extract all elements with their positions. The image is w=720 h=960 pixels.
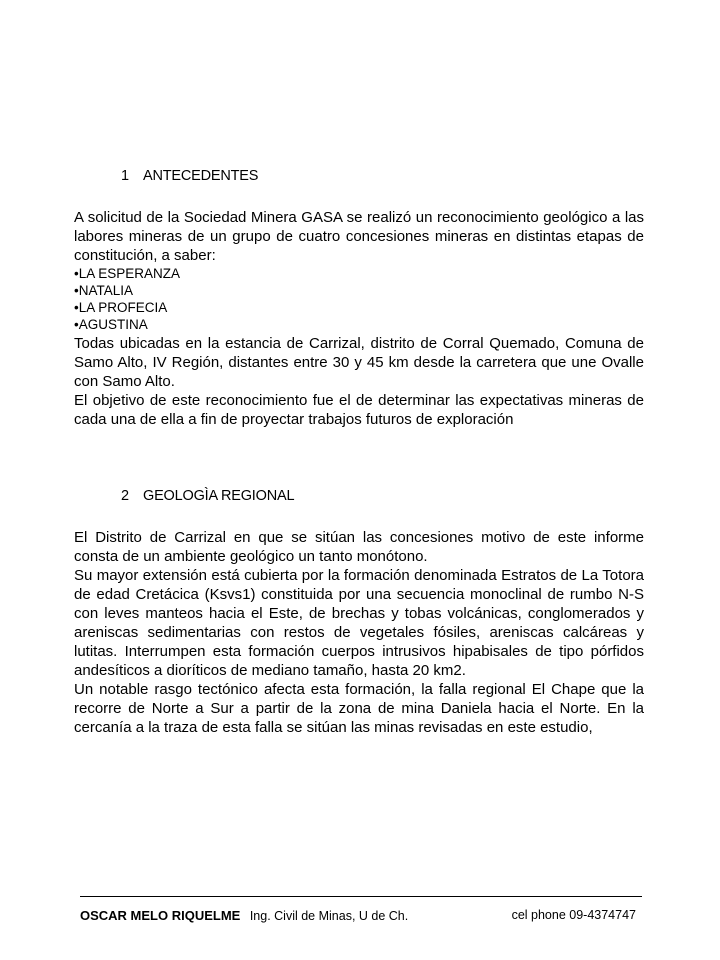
section-1-number: 1 <box>121 168 129 184</box>
list-item: • LA PROFECIA <box>74 299 644 316</box>
list-item: • AGUSTINA <box>74 316 644 333</box>
objective-paragraph: El objetivo de este reconocimiento fue el de determinar las expectativas mineras de cada una de ella a fin de proyectar trabajos futuros de exploración <box>74 392 644 428</box>
section-2-number: 2 <box>121 488 129 504</box>
section-1-intro <box>74 208 644 265</box>
footer-author: OSCAR MELO RIQUELME <box>80 908 241 923</box>
footer-divider <box>80 896 642 897</box>
list-item: • LA ESPERANZA <box>74 265 644 282</box>
concessions-list <box>74 265 644 333</box>
location-paragraph: Todas ubicadas en la estancia de Carrizal, distrito de Corral Quemado, Comuna de Samo Alto, IV Región, distantes entre 30 y 45 km desde la carretera que une Ovalle con Samo Alto. <box>74 335 644 390</box>
formation-paragraph: Su mayor extensión está cubierta por la formación denominada Estratos de La Totora de edad Cretácica (Ksvs1) constituida por una secuencia monoclinal de rumbo N-S con leves manteos hacia el Este, de brechas y tobas volcánicas, conglomerados y areniscas sedimentarias con restos de vegetales fósiles, areniscas calcáreas y lutitas. Interrumpen esta formación cuerpos intrusivos hipabisales de tipo pórfidos andesíticos a dioríticos de mediano tamaño, hasta 20 km2. <box>74 567 644 679</box>
intro-paragraph: A solicitud de la Sociedad Minera GASA se realizó un reconocimiento geológico a las labores mineras de un grupo de cuatro concesiones mineras en distintas etapas de constitución, a saber: <box>74 209 644 264</box>
section-2-title: GEOLOGÌA REGIONAL <box>143 488 295 504</box>
section-1-title: ANTECEDENTES <box>143 168 259 184</box>
footer-phone: cel phone 09-4374747 <box>511 908 636 922</box>
district-paragraph: El Distrito de Carrizal en que se sitúan las concesiones motivo de este informe consta de un ambiente geológico un tanto monótono. <box>74 529 644 565</box>
section-1-heading <box>121 168 258 184</box>
tectonic-paragraph: Un notable rasgo tectónico afecta esta formación, la falla regional El Chape que la recorre de Norte a Sur a partir de la zona de mina Daniela hacia el Norte. En la cercanía a la traza de esta falla se sitúan las minas revisadas en este estudio, <box>74 681 644 736</box>
section-1-body <box>74 334 644 429</box>
section-2-heading <box>121 488 294 504</box>
section-2-body <box>74 528 644 737</box>
list-item: • NATALIA <box>74 282 644 299</box>
footer-author-title: Ing. Civil de Minas, U de Ch. <box>249 909 409 923</box>
page-footer <box>80 908 642 923</box>
